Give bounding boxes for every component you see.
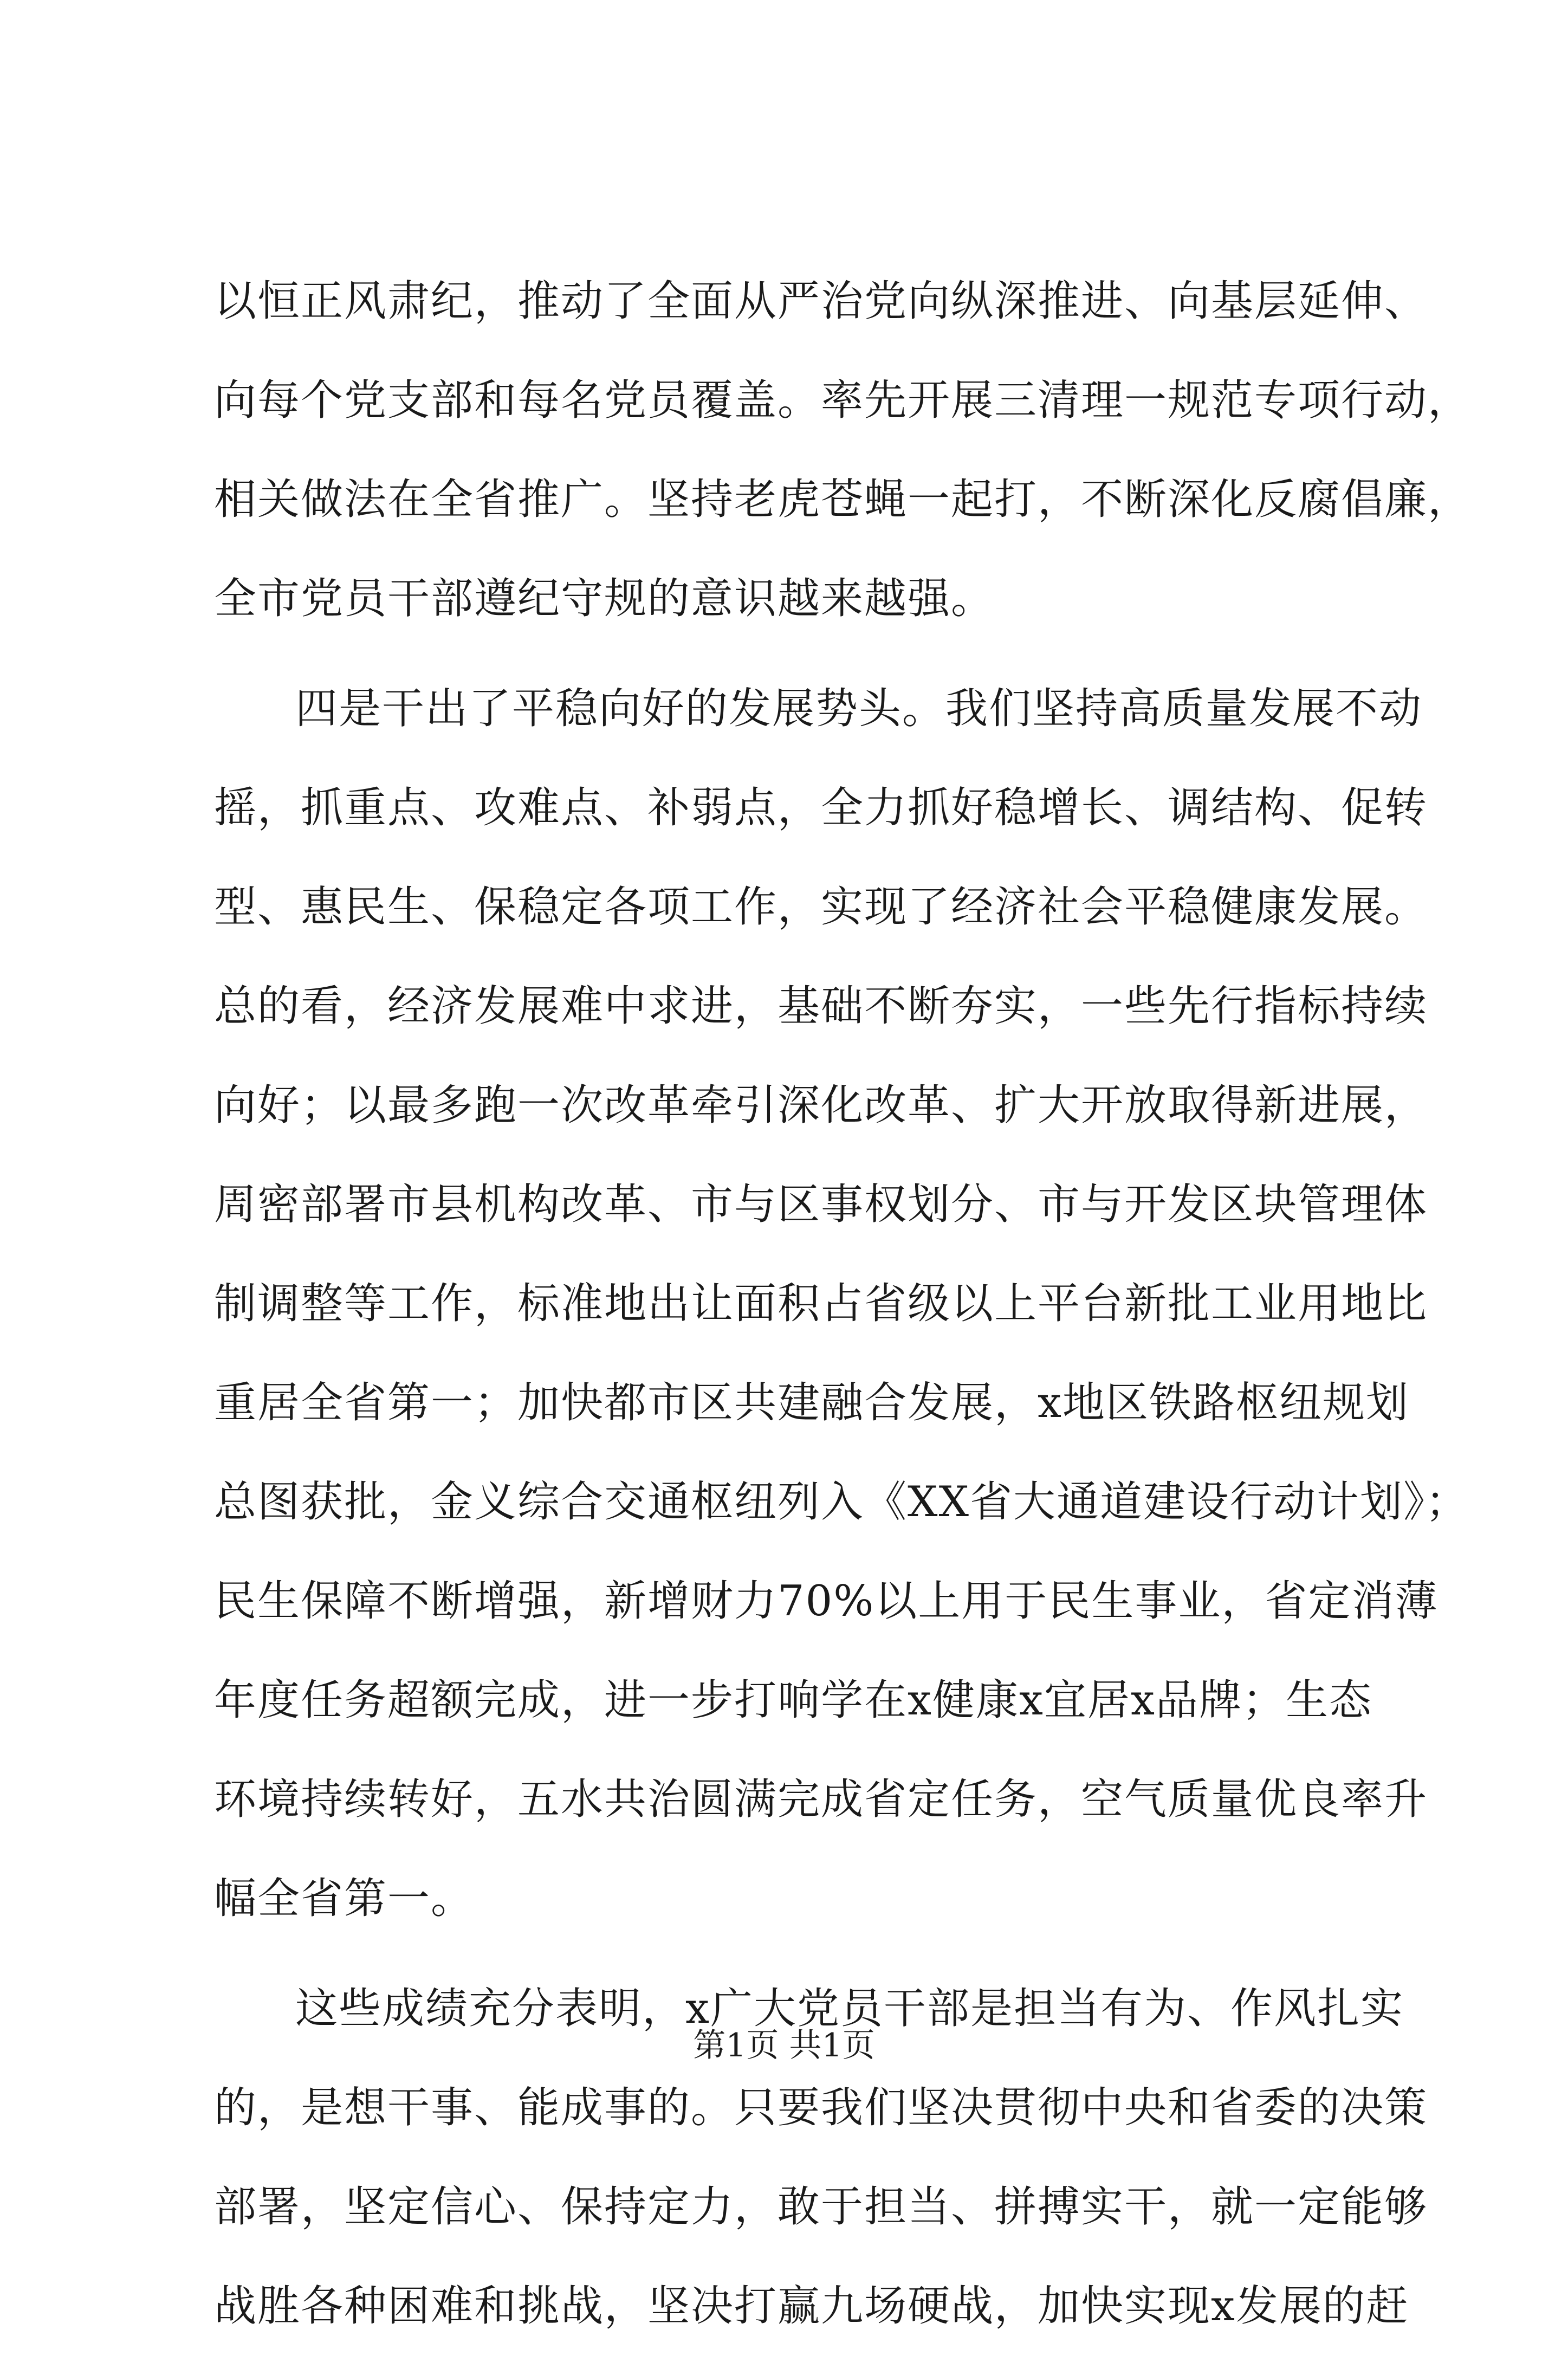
text-line: 总的看，经济发展难中求进，基础不断夯实，一些先行指标持续 bbox=[214, 982, 1428, 1031]
text-line: 幅全省第一。 bbox=[214, 1874, 475, 1923]
text-line: 向好；以最多跑一次改革牵引深化改革、扩大开放取得新进展， bbox=[214, 1081, 1428, 1130]
text-line: 重居全省第一；加快都市区共建融合发展，x地区铁路枢纽规划 bbox=[214, 1378, 1409, 1427]
text-line: 总图获批，金义综合交通枢纽列入《XX省大通道建设行动计划》； bbox=[214, 1478, 1469, 1526]
text-line: 周密部署市县机构改革、市与区事权划分、市与开发区块管理体 bbox=[214, 1180, 1428, 1229]
text-line: 以恒正风肃纪，推动了全面从严治党向纵深推进、向基层延伸、 bbox=[214, 277, 1428, 326]
text-line: 全市党员干部遵纪守规的意识越来越强。 bbox=[214, 574, 995, 623]
text-line: 的，是想干事、能成事的。只要我们坚决贯彻中央和省委的决策 bbox=[214, 2083, 1428, 2132]
text-line: 型、惠民生、保稳定各项工作，实现了经济社会平稳健康发展。 bbox=[214, 883, 1428, 931]
text-line: 相关做法在全省推广。坚持老虎苍蝇一起打，不断深化反腐倡廉， bbox=[214, 475, 1472, 524]
text-line: 制调整等工作，标准地出让面积占省级以上平台新批工业用地比 bbox=[214, 1279, 1428, 1328]
page-footer bbox=[0, 2024, 1568, 2067]
paragraph-3 bbox=[214, 1959, 1428, 2356]
text-line: 四是干出了平稳向好的发展势头。我们坚持高质量发展不动 bbox=[295, 684, 1423, 733]
text-line: 这些成绩充分表明，x广大党员干部是担当有为、作风扎实 bbox=[295, 1984, 1404, 2033]
text-line: 向每个党支部和每名党员覆盖。率先开展三清理一规范专项行动， bbox=[214, 376, 1472, 425]
text-line: 战胜各种困难和挑战，坚决打赢九场硬战，加快实现x发展的赶 bbox=[214, 2282, 1409, 2331]
paragraph-spacer bbox=[214, 649, 1365, 659]
text-line: 民生保障不断增强，新增财力70%以上用于民生事业，省定消薄 bbox=[214, 1577, 1439, 1626]
text-line: 摇，抓重点、攻难点、补弱点，全力抓好稳增长、调结构、促转 bbox=[214, 784, 1428, 832]
paragraph-1 bbox=[214, 252, 1472, 649]
paragraph-2 bbox=[214, 659, 1469, 1949]
page-number-label: 第1页 共1页 bbox=[693, 2027, 875, 2064]
paragraph-spacer bbox=[214, 1949, 1365, 1959]
text-line: 部署，坚定信心、保持定力，敢于担当、拼搏实干，就一定能够 bbox=[214, 2183, 1428, 2231]
text-line: 年度任务超额完成，进一步打响学在x健康x宜居x品牌；生态 bbox=[214, 1676, 1372, 1725]
text-line: 环境持续转好，五水共治圆满完成省定任务，空气质量优良率升 bbox=[214, 1775, 1428, 1824]
